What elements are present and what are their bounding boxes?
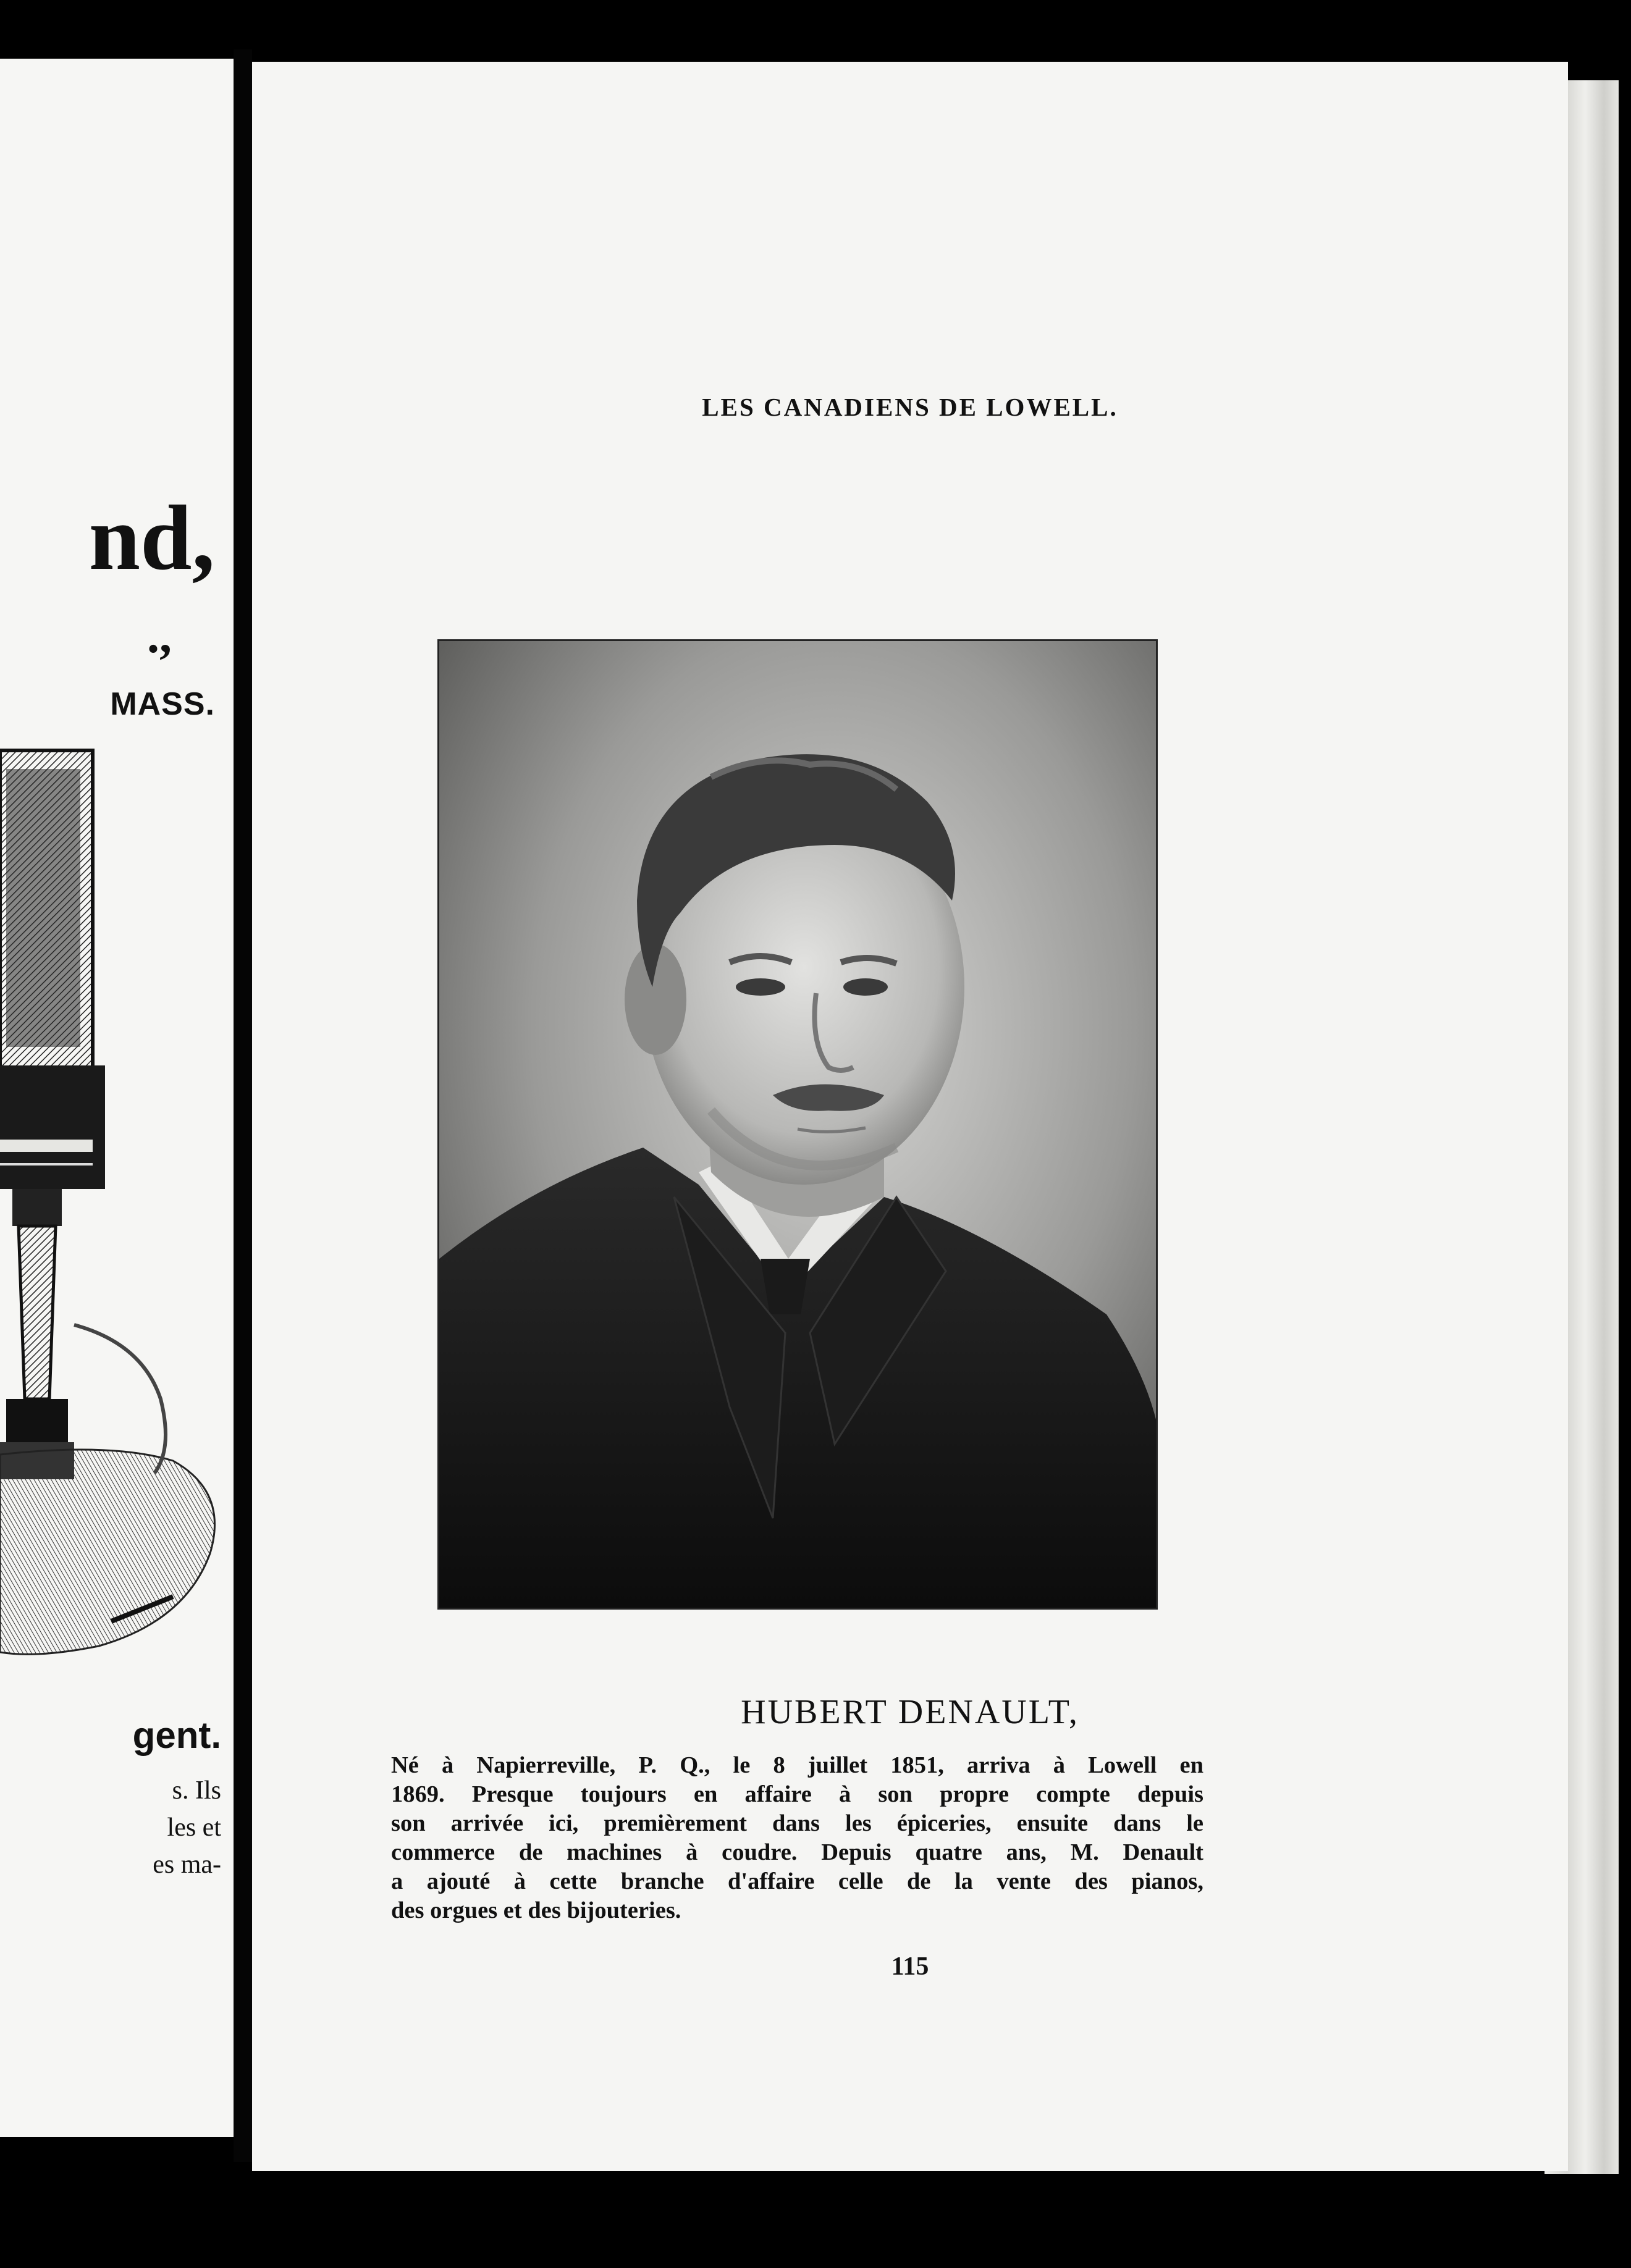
running-head: LES CANADIENS DE LOWELL. [702,393,1118,421]
left-page-title-fragment: nd, [88,487,215,589]
biography-line: a ajouté à cette branche d'affaire celle de la vente des pianos, [391,1868,1203,1894]
left-page-text-line: es ma- [153,1850,221,1879]
left-page-text-line: les et [167,1813,221,1842]
page-number: 115 [891,1952,929,1981]
portrait-image [439,641,1156,1608]
biography-line: 1869. Presque toujours en affaire à son propre compte depuis [391,1781,1203,1807]
piano-engraving-illustration [0,732,234,1671]
left-page-agent-fragment: gent. [132,1715,221,1756]
biography-line: Né à Napierreville, P. Q., le 8 juillet 1851, arriva à Lowell en [391,1752,1203,1778]
biography-line: son arrivée ici, premièrement dans les épiceries, ensuite dans le [391,1810,1203,1836]
left-page-city-fragment: MASS. [110,686,215,722]
biography-paragraph [391,1751,1203,1925]
left-facing-page [0,59,234,2137]
left-page-text-line: s. Ils [172,1776,221,1805]
book-gutter [234,49,252,2162]
biography-line: commerce de machines à coudre. Depuis quatre ans, M. Denault [391,1839,1203,1865]
portrait-caption-name: HUBERT DENAULT, [741,1693,1079,1731]
biography-line: des orgues et des bijouteries. [391,1897,681,1923]
left-page-subtitle-fragment: ., [147,609,172,663]
main-page [252,62,1568,2171]
portrait-photograph [437,639,1158,1610]
